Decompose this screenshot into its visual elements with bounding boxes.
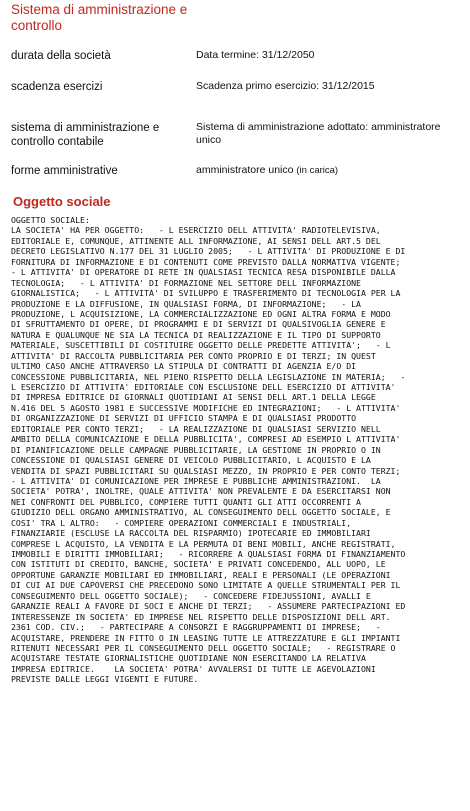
- oggetto-sociale-text: [11, 215, 461, 685]
- oggetto-line: EDITORIALE PER CONTO TERZI; - LA REALIZZAZIONE DI QUALSIASI SERVIZIO NELL: [11, 423, 381, 434]
- field-label-sistema-line1: sistema di amministrazione e: [11, 122, 160, 134]
- section-title-line2: controllo: [11, 18, 63, 33]
- section-title-oggetto: Oggetto sociale: [13, 194, 111, 209]
- oggetto-line: IMMOBILI E DIRITTI IMMOBILIARI; - RICORRERE A QUALSIASI FORMA DI FINANZIAMENTO: [11, 549, 406, 559]
- oggetto-line: INTERESSENZE IN SOCIETA' ED IMPRESE NEL RISPETTO DELLE DISPOSIZIONI DELL ART.: [11, 611, 391, 622]
- field-label-durata: durata della società: [11, 50, 111, 62]
- oggetto-line: CON ISTITUTI DI CREDITO, BANCHE, SOCIETA' E PRIVATI CONCEDENDO, ALL UOPO, LE: [11, 559, 386, 570]
- oggetto-line: GARANZIE REALI A FAVORE DI SOCI E ANCHE DI TERZI; - ASSUMERE PARTECIPAZIONI ED: [11, 601, 406, 612]
- oggetto-line: LA SOCIETA' HA PER OGGETTO: - L ESERCIZIO DELL ATTIVITA' RADIOTELEVISIVA,: [11, 225, 381, 236]
- oggetto-line: ULTIMO CASO ANCHE ATTRAVERSO LA STIPULA DI CONTRATTI DI AGENZIA E/O DI: [11, 361, 357, 372]
- oggetto-line: COMPRESE L ACQUISTO, LA VENDITA E LA PERMUTA DI BENI MOBILI, ANCHE REGISTRATI,: [11, 538, 396, 549]
- field-label-sistema-line2: controllo contabile: [11, 136, 104, 148]
- oggetto-line: DECRETO LEGISLATIVO N.177 DEL 31 LUGLIO 2005; - L ATTIVITA' DI PRODUZIONE E DI: [11, 246, 406, 257]
- oggetto-line: ATTIVITA' DI RACCOLTA PUBBLICITARIA PER CONTO PROPRIO E DI TERZI; IN QUEST: [11, 350, 376, 361]
- oggetto-line: IMPRESA EDITRICE. LA SOCIETA' POTRA' AVVALERSI DI TUTTE LE AGEVOLAZIONI: [11, 663, 376, 674]
- oggetto-line: GIUDIZIO DELL ORGANO AMMINISTRATIVO, AL CONSEGUIMENTO DELL OGGETTO SOCIALE, E: [11, 507, 391, 518]
- oggetto-line: MATERIALE, SUSCETTIBILI DI COSTITUIRE OGGETTO DELLE PREDETTE ATTIVITA'; - L: [11, 340, 391, 351]
- oggetto-line: NEI CONFRONTI DEL PUBBLICO, COMPIERE TUTTI QUANTI GLI ATTI OCCORRENTI A: [11, 496, 361, 507]
- oggetto-line: VENDITA DI SPAZI PUBBLICITARI SU QUALSIASI MEZZO, IN PROPRIO E PER CONTO TERZI;: [11, 465, 401, 476]
- field-value-forme-main: amministratore unico: [196, 164, 294, 176]
- oggetto-line: L ESERCIZIO DI ATTIVITA' EDITORIALE CON ESCLUSIONE DELL ESERCIZIO DI ATTIVITA': [11, 382, 396, 392]
- oggetto-line: OPPORTUNE GARANZIE MOBILIARI ED IMMOBILIARI, REALI E PERSONALI (LE OPERAZIONI: [11, 569, 391, 580]
- oggetto-line: ACQUISTARE TESTATE GIORNALISTICHE QUOTIDIANE NON ESERCITANDO LA RELATIVA: [11, 653, 366, 664]
- field-label-forme: forme amministrative: [11, 165, 118, 177]
- oggetto-line: COSI' TRA L ALTRO: - COMPIERE OPERAZIONI COMMERCIALI E INDUSTRIALI,: [11, 517, 352, 528]
- section-title-line1: Sistema di amministrazione e: [11, 2, 188, 17]
- oggetto-line: GIORNALISTICA; - L ATTIVITA' DI SVILUPPO E TRASFERIMENTO DI TECNOLOGIA PER LA: [11, 288, 401, 299]
- oggetto-line: DI IMPRESA EDITRICE DI GIORNALI QUOTIDIANI AI SENSI DELL ART.1 DELLA LEGGE: [11, 392, 376, 403]
- oggetto-line: CONCESSIONE DI QUALSIASI GENERE DI VEICOLO PUBBLICITARIO, L ACQUISTO E LA: [11, 455, 371, 466]
- oggetto-line: RITENUTI NECESSARI PER IL CONSEGUIMENTO DELL OGGETTO SOCIALE; - REGISTRARE O: [11, 642, 396, 653]
- field-label-scadenza: scadenza esercizi: [11, 81, 103, 93]
- oggetto-line: DI SFRUTTAMENTO DI OPERE, DI PROGRAMMI E DI SERVIZI DI QUALSIVOGLIA GENERE E: [11, 319, 386, 330]
- oggetto-line: CONSEGUIMENTO DELL OGGETTO SOCIALE); - CONCEDERE FIDEJUSSIONI, AVALLI E: [11, 590, 371, 601]
- field-label-sistema: [11, 121, 186, 149]
- oggetto-line: 2361 COD. CIV.; - PARTECIPARE A CONSORZI E RAGGRUPPAMENTI DI IMPRESE; -: [11, 622, 381, 633]
- oggetto-line: NATURA E QUALUNQUE NE SIA LA TECNICA DI REALIZZAZIONE E IL TIPO DI SUPPORTO: [11, 329, 381, 340]
- section-title-amministrazione: [11, 2, 451, 34]
- field-value-durata: Data termine: 31/12/2050: [196, 49, 315, 61]
- oggetto-line: EDITORIALE E, COMUNQUE, ATTINENTE ALL INFORMAZIONE, AI SENSI DELL ART.5 DEL: [11, 235, 381, 246]
- oggetto-line: PREVISTE DALLE LEGGI VIGENTI E FUTURE.: [11, 674, 199, 685]
- oggetto-line: FINANZIARIE (ESCLUSE LA RACCOLTA DEL RISPARMIO) IPOTECARIE ED IMMOBILIARI: [11, 528, 371, 539]
- oggetto-line: OGGETTO SOCIALE:: [11, 215, 90, 225]
- field-value-sistema: Sistema di amministrazione adottato: amministratore unico: [196, 121, 441, 146]
- field-value-forme-note: (in carica): [296, 165, 339, 176]
- oggetto-line: DI PIANIFICAZIONE DELLE CAMPAGNE PUBBLICITARIE, LA GESTIONE IN PROPRIO O IN: [11, 444, 381, 455]
- oggetto-line: - L ATTIVITA' DI OPERATORE DI RETE IN QUALSIASI TECNICA RESA DISPONIBILE DALLA: [11, 267, 396, 278]
- oggetto-line: AMBITO DELLA COMUNICAZIONE E DELLA PUBBLICITA', COMPRESI AD ESEMPIO L ATTIVITA': [11, 434, 401, 445]
- field-value-scadenza: Scadenza primo esercizio: 31/12/2015: [196, 80, 375, 92]
- oggetto-line: DI ORGANIZZAZIONE DI SERVIZI DI UFFICIO STAMPA E DI QUALSIASI PRODOTTO: [11, 413, 357, 424]
- oggetto-line: DI CUI AI DUE CAPOVERSI CHE PRECEDONO SONO LIMITATE A QUELLE STRUMENTALI PER IL: [11, 580, 401, 591]
- oggetto-line: CONCESSIONE PUBBLICITARIA, NEL PIENO RISPETTO DELLA LEGISLAZIONE IN MATERIA; -: [11, 371, 406, 382]
- oggetto-line: N.416 DEL 5 AGOSTO 1981 E SUCCESSIVE MODIFICHE ED INTEGRAZIONI; - L ATTIVITA': [11, 402, 401, 413]
- field-value-forme: [196, 164, 464, 177]
- oggetto-line: SOCIETA' POTRA', INOLTRE, QUALE ATTIVITA' NON PREVALENTE E DA ESERCITARSI NON: [11, 486, 391, 497]
- oggetto-line: PRODUZIONE, L ACQUISIZIONE, LA COMMERCIALIZZAZIONE ED OGNI ALTRA FORMA E MODO: [11, 308, 391, 319]
- oggetto-line: PRODUZIONE E LA DIFFUSIONE, IN QUALSIASI FORMA, DI INFORMAZIONE; - LA: [11, 298, 361, 309]
- oggetto-line: TECNOLOGIA; - L ATTIVITA' DI FORMAZIONE NEL SETTORE DELL INFORMAZIONE: [11, 277, 361, 288]
- oggetto-line: FORNITURA DI INFORMAZIONE E DI CONTENUTI COME PREVISTO DALLA NORMATIVA VIGENTE;: [11, 256, 401, 267]
- oggetto-line: - L ATTIVITA' DI COMUNICAZIONE PER IMPRESE E PUBBLICHE AMMINISTRAZIONI. LA: [11, 475, 381, 486]
- oggetto-line: ACQUISTARE, PRENDERE IN FITTO O IN LEASING TUTTE LE ATTREZZATURE E GLI IMPIANTI: [11, 632, 401, 643]
